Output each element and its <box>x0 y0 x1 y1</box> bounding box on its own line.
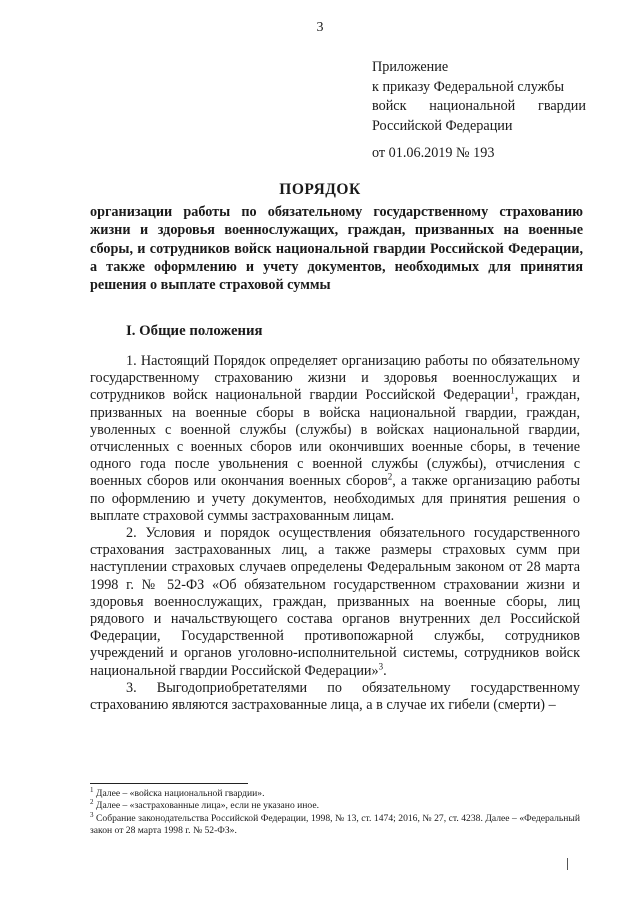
footnote-text: Далее – «застрахованные лица», если не указано иное. <box>93 800 319 812</box>
footnote-ref-1: 1 <box>510 385 515 396</box>
footnote <box>90 810 580 838</box>
appendix-line-1: Приложение <box>372 59 449 75</box>
scan-mark <box>567 858 568 870</box>
paragraph-2-part-b: . <box>383 662 387 679</box>
paragraph-1-part-c: , а также организацию работы по оформлению и учету документов, необходимых для принятия решения о выплате страховой суммы застрахованным лицам. <box>90 473 581 524</box>
footnote-number: 1 <box>90 785 94 794</box>
paragraph-1-part-a: 1. Настоящий Порядок определяет организацию работы по обязательному государственному страхованию жизни и здоровья военнослужащих и сотрудников войск национальной гвардии Российской Федерации <box>90 353 580 404</box>
footnote-divider <box>90 783 248 784</box>
paragraph-3: 3. Выгодоприобретателями по обязательному государственному страхованию являются застрахованные лица, а в случае их гибели (смерти) – <box>90 679 580 714</box>
footnote <box>90 785 580 800</box>
body-text <box>90 353 580 714</box>
page-number: 3 <box>316 20 324 35</box>
footnote-ref-2: 2 <box>387 471 393 482</box>
appendix-line-2: к приказу Федеральной службы <box>372 78 565 95</box>
footnote <box>90 800 580 812</box>
paragraph-1-part-b: , граждан, призванных на военные сборы в войска национальной гвардии, граждан, уволенных с военной службы (службы) в войсках национальной гвардии, отчисленных с военных сборов или окончивших военные сборы, в течение одного года после увольнения с военной службы (службы), отчисления с военных сборов или окончания военных сборов <box>90 387 580 490</box>
paragraph-2 <box>90 525 580 680</box>
appendix-line-4: Российской Федерации <box>372 117 513 134</box>
document-title: ПОРЯДОК <box>279 181 361 198</box>
footnote-text: Собрание законодательства Российской Федерации, 1998, № 13, ст. 1474; 2016, № 27, ст. 4238. Далее – «Федеральный закон от 28 марта 1998 г. № 52-ФЗ». <box>90 812 580 837</box>
document-subtitle: организации работы по обязательному государственному страхованию жизни и здоровья военнослужащих, граждан, призванных на военные сборы, и сотрудников войск национальной гвардии Российской Федерации, а также оформлению и учету документов, необходимых для принятия решения о выплате страховой суммы <box>90 204 583 294</box>
footnote-ref-3: 3 <box>378 660 384 671</box>
footnote-number: 2 <box>90 798 94 807</box>
footnote-number: 3 <box>90 810 94 819</box>
paragraph-2-part-a: 2. Условия и порядок осуществления обязательного государственного страхования застрахованных лиц, а также размеры страховых сумм при наступлении страховых случаев определены Федеральным законом от 28 марта 1998 г. № 52-ФЗ «Об обязательном государственном страховании жизни и здоровья военнослужащих, граждан, призванных на военные сборы, лиц рядового и начальствующего состава органов внутренних дел Российской Федерации, Государственной противопожарной службы, сотрудников учреждений и органов уголовно-исполнительной системы, сотрудников войск национальной гвардии Российской Федерации» <box>90 525 580 679</box>
footnote-text: Далее – «войска национальной гвардии». <box>93 788 265 799</box>
paragraph-1 <box>90 353 580 525</box>
footnotes <box>90 785 580 838</box>
appendix-line-3: войск национальной гвардии <box>372 98 586 114</box>
appendix-block <box>372 58 586 164</box>
section-heading: I. Общие положения <box>126 323 263 339</box>
appendix-date: от 01.06.2019 № 193 <box>372 145 495 161</box>
